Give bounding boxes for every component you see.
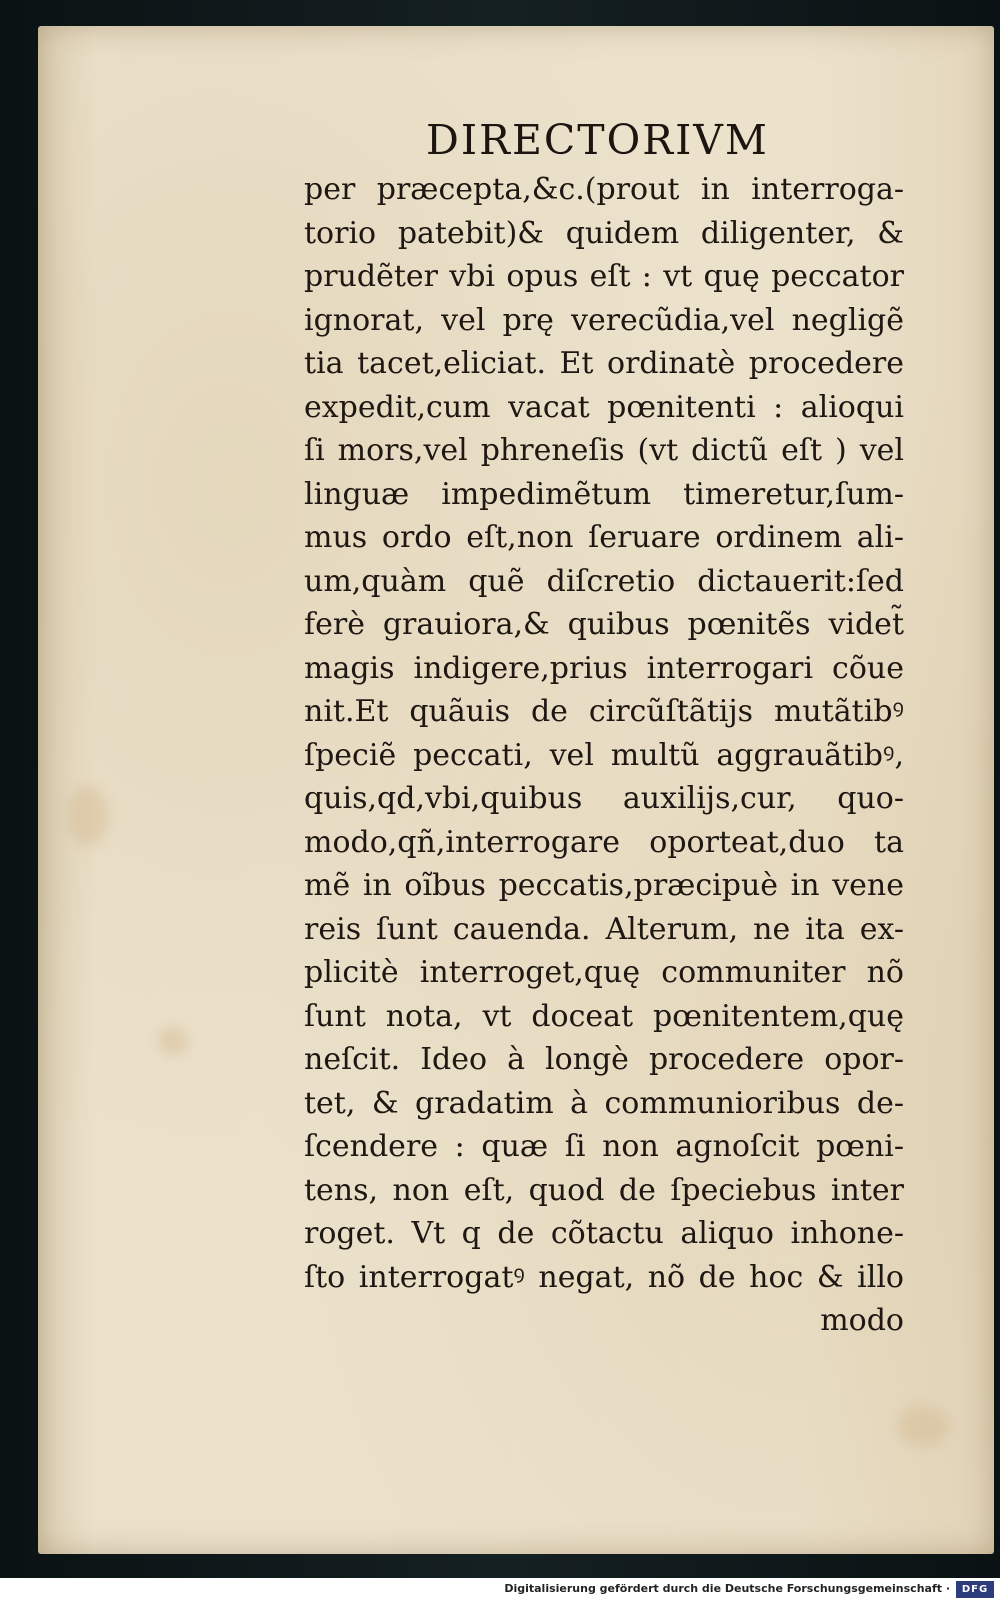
text-line: torio patebit)& quidem diligenter, &: [304, 215, 904, 251]
text-line: ſi mors,vel phreneſis (vt dictũ eſt ) vel: [304, 433, 904, 468]
paper-stain: [68, 786, 108, 846]
text-line: ſto interrogatꝰ negat, nõ de hoc & illo: [304, 1259, 904, 1295]
text-line: ſcendere : quæ ſi non agnoſcit pœni-: [304, 1129, 904, 1164]
text-line: ſpeciẽ peccati, vel multũ aggrauãtibꝰ,: [304, 737, 904, 773]
text-line: tet, & gradatim à communioribus de-: [304, 1085, 904, 1121]
text-line: linguæ impedimẽtum timeretur,ſum-: [304, 476, 904, 512]
digitization-footer: [0, 1578, 1000, 1603]
text-line: roget. Vt q de cõtactu aliquo inhone-: [304, 1216, 904, 1251]
catchword: modo: [820, 1303, 904, 1338]
text-line: per præcepta,&c.(prout in interroga-: [304, 172, 904, 207]
text-line: nit.Et quãuis de circũſtãtijs mutãtibꝰ: [304, 694, 904, 729]
text-line: tia tacet,eliciat. Et ordinatè procedere: [304, 346, 904, 381]
text-line: plicitè interroget,quę communiter nõ: [304, 955, 904, 990]
text-line: modo,qñ,interrogare oporteat,duo ta: [304, 824, 904, 860]
dfg-logo: DFG: [956, 1581, 994, 1598]
text-line: quis,qd,vbi,quibus auxilijs,cur, quo-: [304, 781, 904, 816]
text-line: reis ſunt cauenda. Alterum, ne ita ex-: [304, 911, 904, 947]
text-line: mẽ in oĩbus peccatis,præcipuè in vene: [304, 868, 904, 903]
footer-credit: Digitalisierung gefördert durch die Deutsche Forschungsgemeinschaft ·: [504, 1582, 950, 1595]
text-line: expedit,cum vacat pœnitenti : alioqui: [304, 389, 904, 425]
text-line: ignorat, vel prę verecũdia,vel negligẽ: [304, 302, 904, 338]
text-line: mus ordo eſt,non ſeruare ordinem ali-: [304, 520, 904, 555]
text-line: ferè grauiora,& quibus pœnitẽs videt̃: [304, 607, 904, 642]
text-line: prudẽter vbi opus eſt : vt quę peccator: [304, 259, 904, 294]
paper-stain: [158, 1026, 188, 1056]
text-line: ſunt nota, vt doceat pœnitentem,quę: [304, 998, 904, 1034]
text-line: neſcit. Ideo à longè procedere opor-: [304, 1042, 904, 1077]
text-line: tens, non eſt, quod de ſpeciebus inter: [304, 1172, 904, 1208]
text-line: magis indigere,prius interrogari cõue: [304, 650, 904, 686]
text-line: um,quàm quẽ diſcretio dictauerit:ſed: [304, 563, 904, 599]
running-head: DIRECTORIVM: [426, 116, 769, 164]
body-text: [304, 168, 904, 1343]
paper-stain: [898, 1406, 948, 1446]
